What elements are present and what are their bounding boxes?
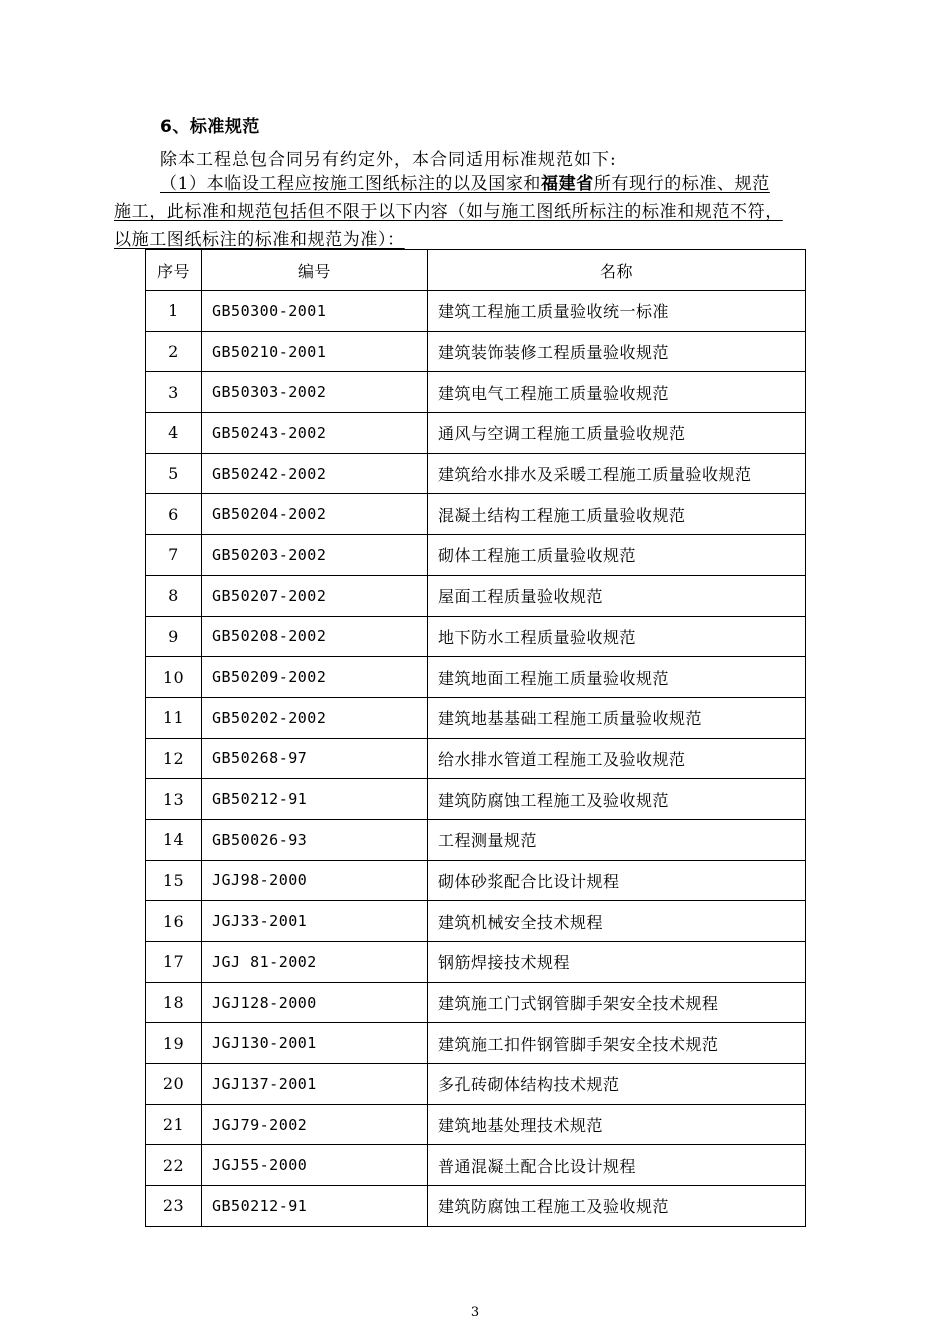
- standard-code: GB50268-97: [202, 738, 428, 779]
- standard-name: 建筑地面工程施工质量验收规范: [428, 657, 806, 698]
- standard-code: JGJ79-2002: [202, 1104, 428, 1145]
- standard-name: 建筑施工门式钢管脚手架安全技术规程: [428, 982, 806, 1023]
- clause-paragraph: [114, 170, 844, 254]
- table-body: [146, 291, 806, 1227]
- standard-code: GB50243-2002: [202, 413, 428, 454]
- clause-line-1: [114, 170, 844, 198]
- standard-name: 建筑工程施工质量验收统一标准: [428, 291, 806, 332]
- row-number: 14: [146, 819, 202, 860]
- standard-name: 多孔砖砌体结构技术规范: [428, 1064, 806, 1105]
- table-row: [146, 535, 806, 576]
- row-number: 7: [146, 535, 202, 576]
- table-row: [146, 942, 806, 983]
- table-row: [146, 1104, 806, 1145]
- standard-code: JGJ 81-2002: [202, 942, 428, 983]
- clause-line-1-start: （1）本临设工程应按施工图纸标注的以及国家和: [160, 174, 542, 194]
- table-row: [146, 575, 806, 616]
- row-number: 21: [146, 1104, 202, 1145]
- row-number: 4: [146, 413, 202, 454]
- row-number: 1: [146, 291, 202, 332]
- standard-code: GB50026-93: [202, 819, 428, 860]
- standard-code: GB50202-2002: [202, 697, 428, 738]
- standard-name: 通风与空调工程施工质量验收规范: [428, 413, 806, 454]
- intro-paragraph: 除本工程总包合同另有约定外，本合同适用标准规范如下:: [160, 150, 617, 170]
- page-number: 3: [470, 1305, 480, 1320]
- table-row: [146, 819, 806, 860]
- row-number: 17: [146, 942, 202, 983]
- row-number: 18: [146, 982, 202, 1023]
- table-row: [146, 738, 806, 779]
- row-number: 9: [146, 616, 202, 657]
- table-row: [146, 291, 806, 332]
- row-number: 6: [146, 494, 202, 535]
- header-name: 名称: [428, 250, 806, 291]
- row-number: 23: [146, 1186, 202, 1227]
- table-row: [146, 901, 806, 942]
- clause-line-1-end: 所有现行的标准、规范: [593, 174, 770, 194]
- standard-name: 建筑防腐蚀工程施工及验收规范: [428, 1186, 806, 1227]
- standard-code: GB50210-2001: [202, 331, 428, 372]
- table-row: [146, 1023, 806, 1064]
- standard-code: GB50303-2002: [202, 372, 428, 413]
- row-number: 8: [146, 575, 202, 616]
- standard-code: GB50203-2002: [202, 535, 428, 576]
- standard-code: GB50204-2002: [202, 494, 428, 535]
- row-number: 10: [146, 657, 202, 698]
- standard-code: GB50242-2002: [202, 453, 428, 494]
- table-row: [146, 1186, 806, 1227]
- standard-code: GB50208-2002: [202, 616, 428, 657]
- table-row: [146, 982, 806, 1023]
- table-row: [146, 372, 806, 413]
- standard-name: 建筑机械安全技术规程: [428, 901, 806, 942]
- table-row: [146, 1145, 806, 1186]
- standard-name: 建筑装饰装修工程质量验收规范: [428, 331, 806, 372]
- table-row: [146, 331, 806, 372]
- row-number: 13: [146, 779, 202, 820]
- row-number: 22: [146, 1145, 202, 1186]
- section-heading: 6、标准规范: [160, 117, 260, 137]
- standards-table: [145, 249, 806, 1227]
- standard-name: 钢筋焊接技术规程: [428, 942, 806, 983]
- standard-name: 普通混凝土配合比设计规程: [428, 1145, 806, 1186]
- standard-code: JGJ128-2000: [202, 982, 428, 1023]
- header-no: 序号: [146, 250, 202, 291]
- standard-name: 地下防水工程质量验收规范: [428, 616, 806, 657]
- standard-code: JGJ55-2000: [202, 1145, 428, 1186]
- clause-line-2-text: 施工，此标准和规范包括但不限于以下内容（如与施工图纸所标注的标准和规范不符，: [114, 202, 783, 222]
- clause-line-3-text: 以施工图纸标注的标准和规范为准）：: [114, 230, 405, 250]
- table-row: [146, 616, 806, 657]
- standard-name: 建筑给水排水及采暖工程施工质量验收规范: [428, 453, 806, 494]
- table-row: [146, 860, 806, 901]
- clause-line-2: [114, 198, 844, 226]
- standard-name: 建筑防腐蚀工程施工及验收规范: [428, 779, 806, 820]
- standard-name: 砌体砂浆配合比设计规程: [428, 860, 806, 901]
- standard-code: JGJ98-2000: [202, 860, 428, 901]
- standard-code: GB50207-2002: [202, 575, 428, 616]
- row-number: 5: [146, 453, 202, 494]
- row-number: 12: [146, 738, 202, 779]
- standard-code: GB50212-91: [202, 779, 428, 820]
- standard-name: 混凝土结构工程施工质量验收规范: [428, 494, 806, 535]
- table-row: [146, 779, 806, 820]
- standard-name: 建筑地基基础工程施工质量验收规范: [428, 697, 806, 738]
- row-number: 15: [146, 860, 202, 901]
- standard-name: 建筑电气工程施工质量验收规范: [428, 372, 806, 413]
- standard-code: GB50212-91: [202, 1186, 428, 1227]
- standard-code: JGJ137-2001: [202, 1064, 428, 1105]
- standard-name: 屋面工程质量验收规范: [428, 575, 806, 616]
- table-row: [146, 453, 806, 494]
- table-row: [146, 657, 806, 698]
- standard-name: 给水排水管道工程施工及验收规范: [428, 738, 806, 779]
- table-row: [146, 494, 806, 535]
- row-number: 20: [146, 1064, 202, 1105]
- table-row: [146, 413, 806, 454]
- standard-name: 工程测量规范: [428, 819, 806, 860]
- province-name: 福建省: [541, 174, 594, 194]
- header-code: 编号: [202, 250, 428, 291]
- standard-name: 砌体工程施工质量验收规范: [428, 535, 806, 576]
- row-number: 11: [146, 697, 202, 738]
- table-row: [146, 1064, 806, 1105]
- table-header-row: [146, 250, 806, 291]
- standard-code: GB50209-2002: [202, 657, 428, 698]
- row-number: 3: [146, 372, 202, 413]
- standard-code: GB50300-2001: [202, 291, 428, 332]
- row-number: 16: [146, 901, 202, 942]
- standard-code: JGJ130-2001: [202, 1023, 428, 1064]
- row-number: 19: [146, 1023, 202, 1064]
- standard-code: JGJ33-2001: [202, 901, 428, 942]
- row-number: 2: [146, 331, 202, 372]
- table-row: [146, 697, 806, 738]
- standard-name: 建筑地基处理技术规范: [428, 1104, 806, 1145]
- standard-name: 建筑施工扣件钢管脚手架安全技术规范: [428, 1023, 806, 1064]
